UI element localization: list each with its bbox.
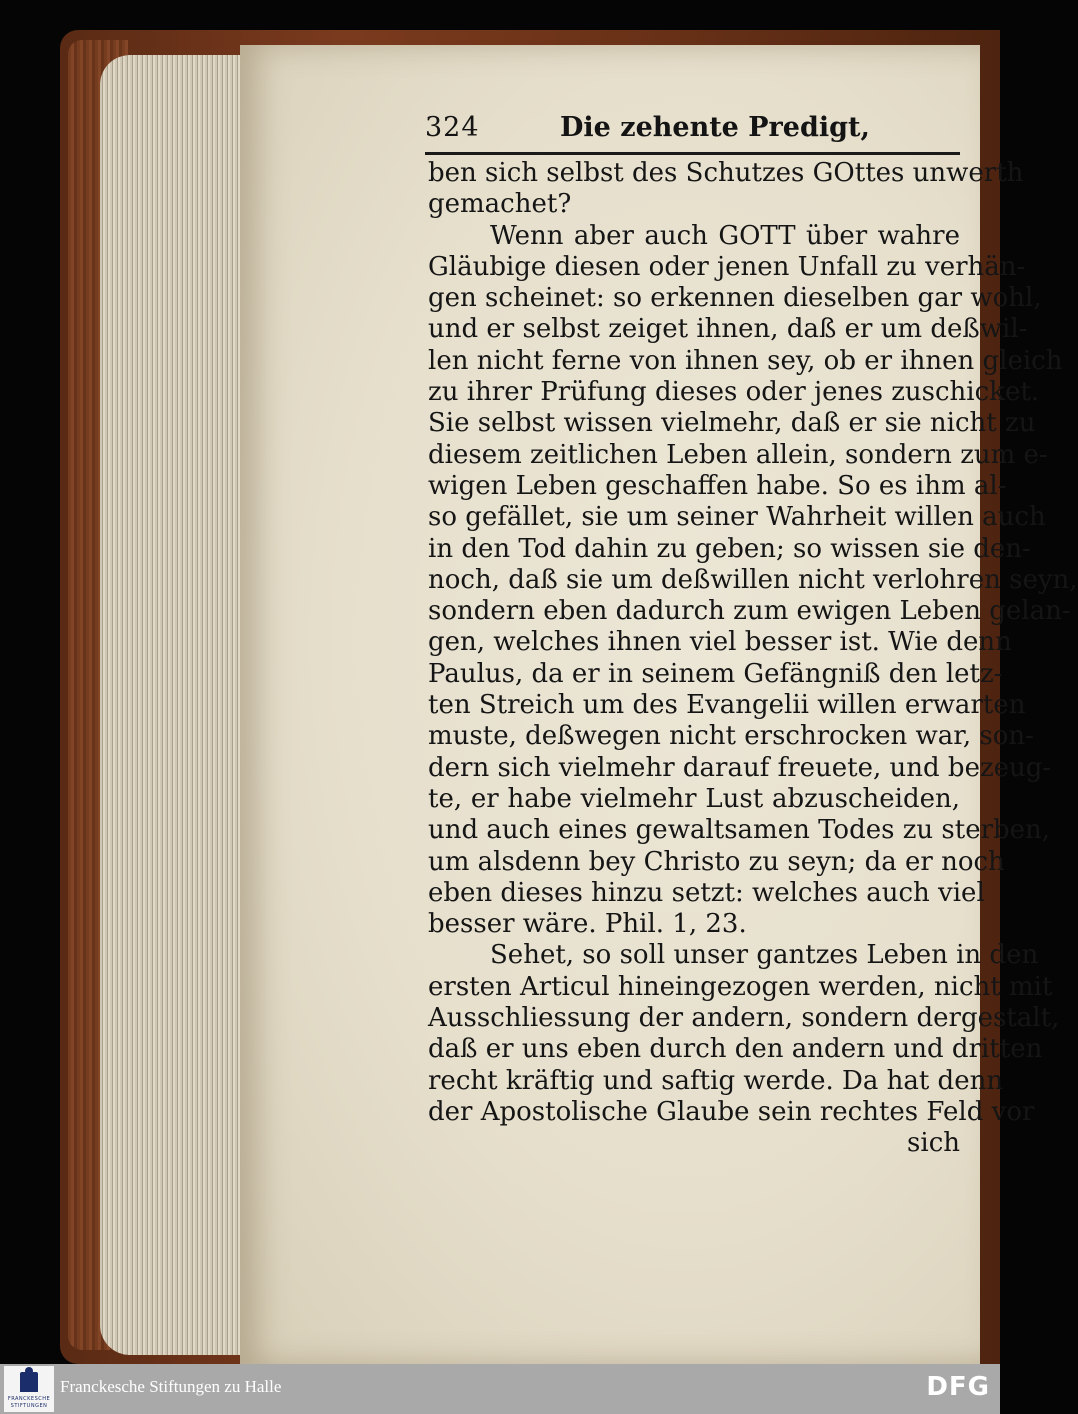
text-line: Sie selbst wissen vielmehr, daß er sie nicht zu	[428, 408, 1036, 439]
text-line: noch, daß sie um deßwillen nicht verlohren seyn,	[428, 564, 1078, 595]
text-line: Paulus, da er in seinem Gefängniß den letz-	[428, 658, 1003, 689]
text-line: zu ihrer Prüfung dieses oder jenes zuschicket.	[428, 377, 1040, 408]
dfg-logo[interactable]: DFG	[926, 1372, 990, 1402]
text-line: um alsdenn bey Christo zu seyn; da er noch	[428, 846, 1005, 877]
orphanage-icon	[20, 1372, 38, 1392]
institution-name[interactable]: Franckesche Stiftungen zu Halle	[60, 1377, 282, 1396]
header-rule	[425, 152, 960, 155]
text-line: in den Tod dahin zu geben; so wissen sie den-	[428, 533, 1031, 564]
text-line: dern sich vielmehr darauf freuete, und bezeug-	[428, 752, 1052, 783]
logo-text: FRANCKESCHE	[7, 1396, 51, 1402]
text-line: gen scheinet: so erkennen dieselben gar wohl,	[428, 283, 1042, 314]
page-number: 324	[425, 112, 480, 143]
text-line: wigen Leben geschaffen habe. So es ihm al-	[428, 470, 1007, 501]
catchword: sich	[907, 1128, 960, 1159]
text-line: gen, welches ihnen viel besser ist. Wie denn	[428, 627, 1012, 658]
text-line: besser wäre. Phil. 1, 23.	[428, 909, 747, 940]
text-line: und auch eines gewaltsamen Todes zu sterben,	[428, 815, 1051, 846]
logo-text: STIFTUNGEN	[10, 1403, 48, 1409]
running-title: Die zehente Predigt,	[560, 112, 870, 143]
text-line: len nicht ferne von ihnen sey, ob er ihnen gleich	[428, 345, 1063, 376]
page-edges	[100, 55, 250, 1355]
text-line: sondern eben dadurch zum ewigen Leben gelan-	[428, 596, 1071, 627]
text-line: gemachet?	[428, 189, 572, 220]
text-line: Gläubige diesen oder jenen Unfall zu verhän-	[428, 251, 1026, 282]
text-line: ersten Articul hineingezogen werden, nicht mit	[428, 971, 1053, 1002]
text-line: te, er habe vielmehr Lust abzuscheiden,	[428, 783, 960, 814]
text-line: daß er uns eben durch den andern und dritten	[428, 1034, 1043, 1065]
body-text	[428, 158, 1078, 1160]
text-line: ben sich selbst des Schutzes GOttes unwerth	[428, 158, 1024, 188]
text-line: Sehet, so soll unser gantzes Leben in den	[490, 940, 1039, 971]
text-line: recht kräftig und saftig werde. Da hat denn	[428, 1065, 1004, 1096]
text-line: und er selbst zeiget ihnen, daß er um deßwil-	[428, 314, 1028, 345]
text-line: Wenn aber auch GOTT über wahre	[490, 220, 960, 251]
text-line: so gefället, sie um seiner Wahrheit willen auch	[428, 502, 1046, 533]
text-line: muste, deßwegen nicht erschrocken war, son-	[428, 721, 1034, 752]
viewer-footer	[0, 1364, 1000, 1414]
text-line: diesem zeitlichen Leben allein, sondern zum e-	[428, 439, 1048, 470]
page-header	[425, 110, 960, 150]
text-line: eben dieses hinzu setzt: welches auch viel	[428, 877, 985, 908]
text-line: Ausschliessung der andern, sondern dergestalt,	[428, 1003, 1060, 1034]
text-line: der Apostolische Glaube sein rechtes Feld vor	[428, 1096, 1035, 1127]
text-line: ten Streich um des Evangelii willen erwarten	[428, 690, 1026, 721]
institution-logo[interactable]	[4, 1366, 54, 1412]
